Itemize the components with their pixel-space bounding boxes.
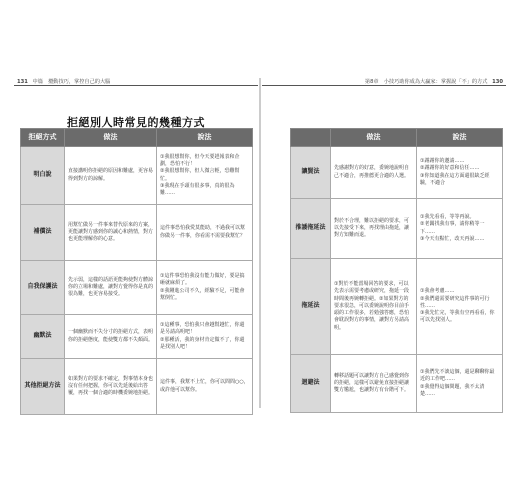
phrase: ①我先看看，等等再說。 xyxy=(420,214,475,220)
table-row xyxy=(291,259,503,355)
phrase: ①我很想幫你，但今天要趕報表和企劃，恐怕不行！ xyxy=(160,153,240,167)
phrase: 這件事恐怕我愛莫能助，不過我可以幫你做另一件事，你看需不需要我幫忙？ xyxy=(160,225,246,239)
right-chapter-title: 第8章 小技巧助你成為大贏家：掌握說「不」的方式 xyxy=(364,79,488,85)
phrase: ①謝謝你的邀請…… xyxy=(420,158,465,164)
table-row xyxy=(21,359,253,415)
phrase: ②老闆找我有事，請你稍等一下…… xyxy=(420,221,485,235)
approach-cell: 先示弱，這樣的話語更能夠使對方體諒你的立場和難處，讓對方覺得你是真的很為難，也更容易接受。 xyxy=(65,261,157,315)
phrase: ③我先忙完，等我有空再看看，你可以先找別人。 xyxy=(420,310,495,324)
column-header-method: 拒絕方式 xyxy=(21,129,65,147)
method-cell: 讓賢法 xyxy=(291,147,331,199)
approach-cell: 如果對方的要求不確定，對事情本身也沒有任何把握，你可以先延後給出答覆，再找一個合適的時機委婉地拒絕。 xyxy=(65,359,157,415)
phrase: ③我現在手頭有很多事，真的很為難…… xyxy=(160,182,235,196)
method-cell: 明白說 xyxy=(21,147,65,205)
phrase: 這件事，我幫不上忙，你可以問問○○，或許他可以幫你。 xyxy=(160,379,249,393)
column-header-approach: 做法 xyxy=(65,129,157,147)
left-page-number: 131 xyxy=(17,79,28,85)
phrase: ③你知道我在這方面還很缺乏經驗，不適合 xyxy=(420,172,490,186)
method-cell: 其他拒絕方法 xyxy=(21,359,65,415)
right-running-head xyxy=(365,78,506,85)
method-cell: 推諉拖延法 xyxy=(291,199,331,259)
right-page-number: 130 xyxy=(492,79,503,85)
phrase: ②我剛進公司不久，經驗不足，可能會幫倒忙。 xyxy=(160,287,245,301)
phrases-cell xyxy=(417,259,503,355)
phrases-cell xyxy=(157,261,253,315)
method-cell: 補償法 xyxy=(21,205,65,261)
table-row xyxy=(21,315,253,359)
phrases-cell xyxy=(157,359,253,415)
table-row xyxy=(291,147,503,199)
method-cell: 幽默法 xyxy=(21,315,65,359)
column-header-phrases: 說法 xyxy=(417,129,503,147)
phrase: ②我覺得這個問題，我不太清楚…… xyxy=(420,383,485,397)
method-cell: 自我保護法 xyxy=(21,261,65,315)
right-header-rule xyxy=(262,85,506,86)
method-cell: 迴避法 xyxy=(291,355,331,413)
approach-cell: 對於不合理，難以拒絕的要求，可以先接受下來，再找理由拖延，讓對方知難而退。 xyxy=(331,199,417,259)
method-cell: 拖延法 xyxy=(291,259,331,355)
phrases-cell xyxy=(417,355,503,413)
right-refusal-table xyxy=(290,128,503,413)
approach-cell: 轉移話題可以讓對方自己感覺到你的拒絕，這樣可以避免直接拒絕讓雙方尷尬，也讓對方有台階可下。 xyxy=(331,355,417,413)
approach-cell: 用幫忙做另一件事來替代原來的方案，更能讓對方感到你的誠心和熱情，對方也更能理解你的心意。 xyxy=(65,205,157,261)
phrase: ②那種活，我的身材肯定做不了，你還是找別人吧！ xyxy=(160,336,245,350)
phrase: ①我們先不談這個，還是聊聊你最近的工作吧…… xyxy=(420,369,495,383)
left-chapter-title: 中篇 攪動技巧，掌控自己的大腦 xyxy=(32,79,111,85)
book-spine xyxy=(259,78,261,408)
column-header-approach: 做法 xyxy=(331,129,417,147)
table-row xyxy=(21,205,253,261)
column-header-method xyxy=(291,129,331,147)
left-refusal-table xyxy=(20,128,253,415)
table-title: 拒絕別人時常見的幾種方式 xyxy=(67,116,205,129)
phrase: ②謝謝你的好意和信任…… xyxy=(420,165,480,172)
table-row xyxy=(21,261,253,315)
right-table-header-row xyxy=(291,129,503,147)
phrases-cell xyxy=(157,147,253,205)
column-header-phrases: 說法 xyxy=(157,129,253,147)
phrase: ①這件事恐怕我沒有能力做好，要是搞砸就麻煩了。 xyxy=(160,273,245,287)
phrases-cell xyxy=(417,199,503,259)
phrases-cell xyxy=(417,147,503,199)
approach-cell: ①對於不能當場回答的要求，可以先表示需要考慮或研究，拖延一段時間後再婉轉拒絕。②如果對方的要求很急，可以委婉說明你目前手頭的工作很多，若勉強答應，恐怕會耽誤對方的事情，讓對方另請高明。 xyxy=(331,259,417,355)
approach-cell: 直接講明你拒絕的原因和難處，更容易得到對方的諒解。 xyxy=(65,147,157,205)
left-page xyxy=(14,78,258,408)
approach-cell: 一個幽默而不失分寸的拒絕方式，表明你的拒絕態度，能使雙方都不失顏面。 xyxy=(65,315,157,359)
phrases-cell xyxy=(157,205,253,261)
table-row xyxy=(291,355,503,413)
phrase: ③今天有點忙，改天再說…… xyxy=(420,235,485,242)
phrases-cell xyxy=(157,315,253,359)
phrase: ②我很想幫你，但人微言輕，恐難幫忙。 xyxy=(160,168,240,182)
phrase: ①我會考慮…… xyxy=(420,288,455,295)
approach-cell: 先感謝對方的好意，委婉地說明自己不適合，再推薦更合適的人選。 xyxy=(331,147,417,199)
left-header-rule xyxy=(14,85,258,86)
left-running-head xyxy=(14,78,110,85)
phrase: ②我們還需要研究這件事的可行性…… xyxy=(420,295,490,309)
table-row xyxy=(21,147,253,205)
phrase: ①這種事，恐怕我只會越幫越忙，你還是另請高明吧！ xyxy=(160,322,245,336)
right-page xyxy=(262,78,506,408)
left-table-header-row xyxy=(21,129,253,147)
table-row xyxy=(291,199,503,259)
